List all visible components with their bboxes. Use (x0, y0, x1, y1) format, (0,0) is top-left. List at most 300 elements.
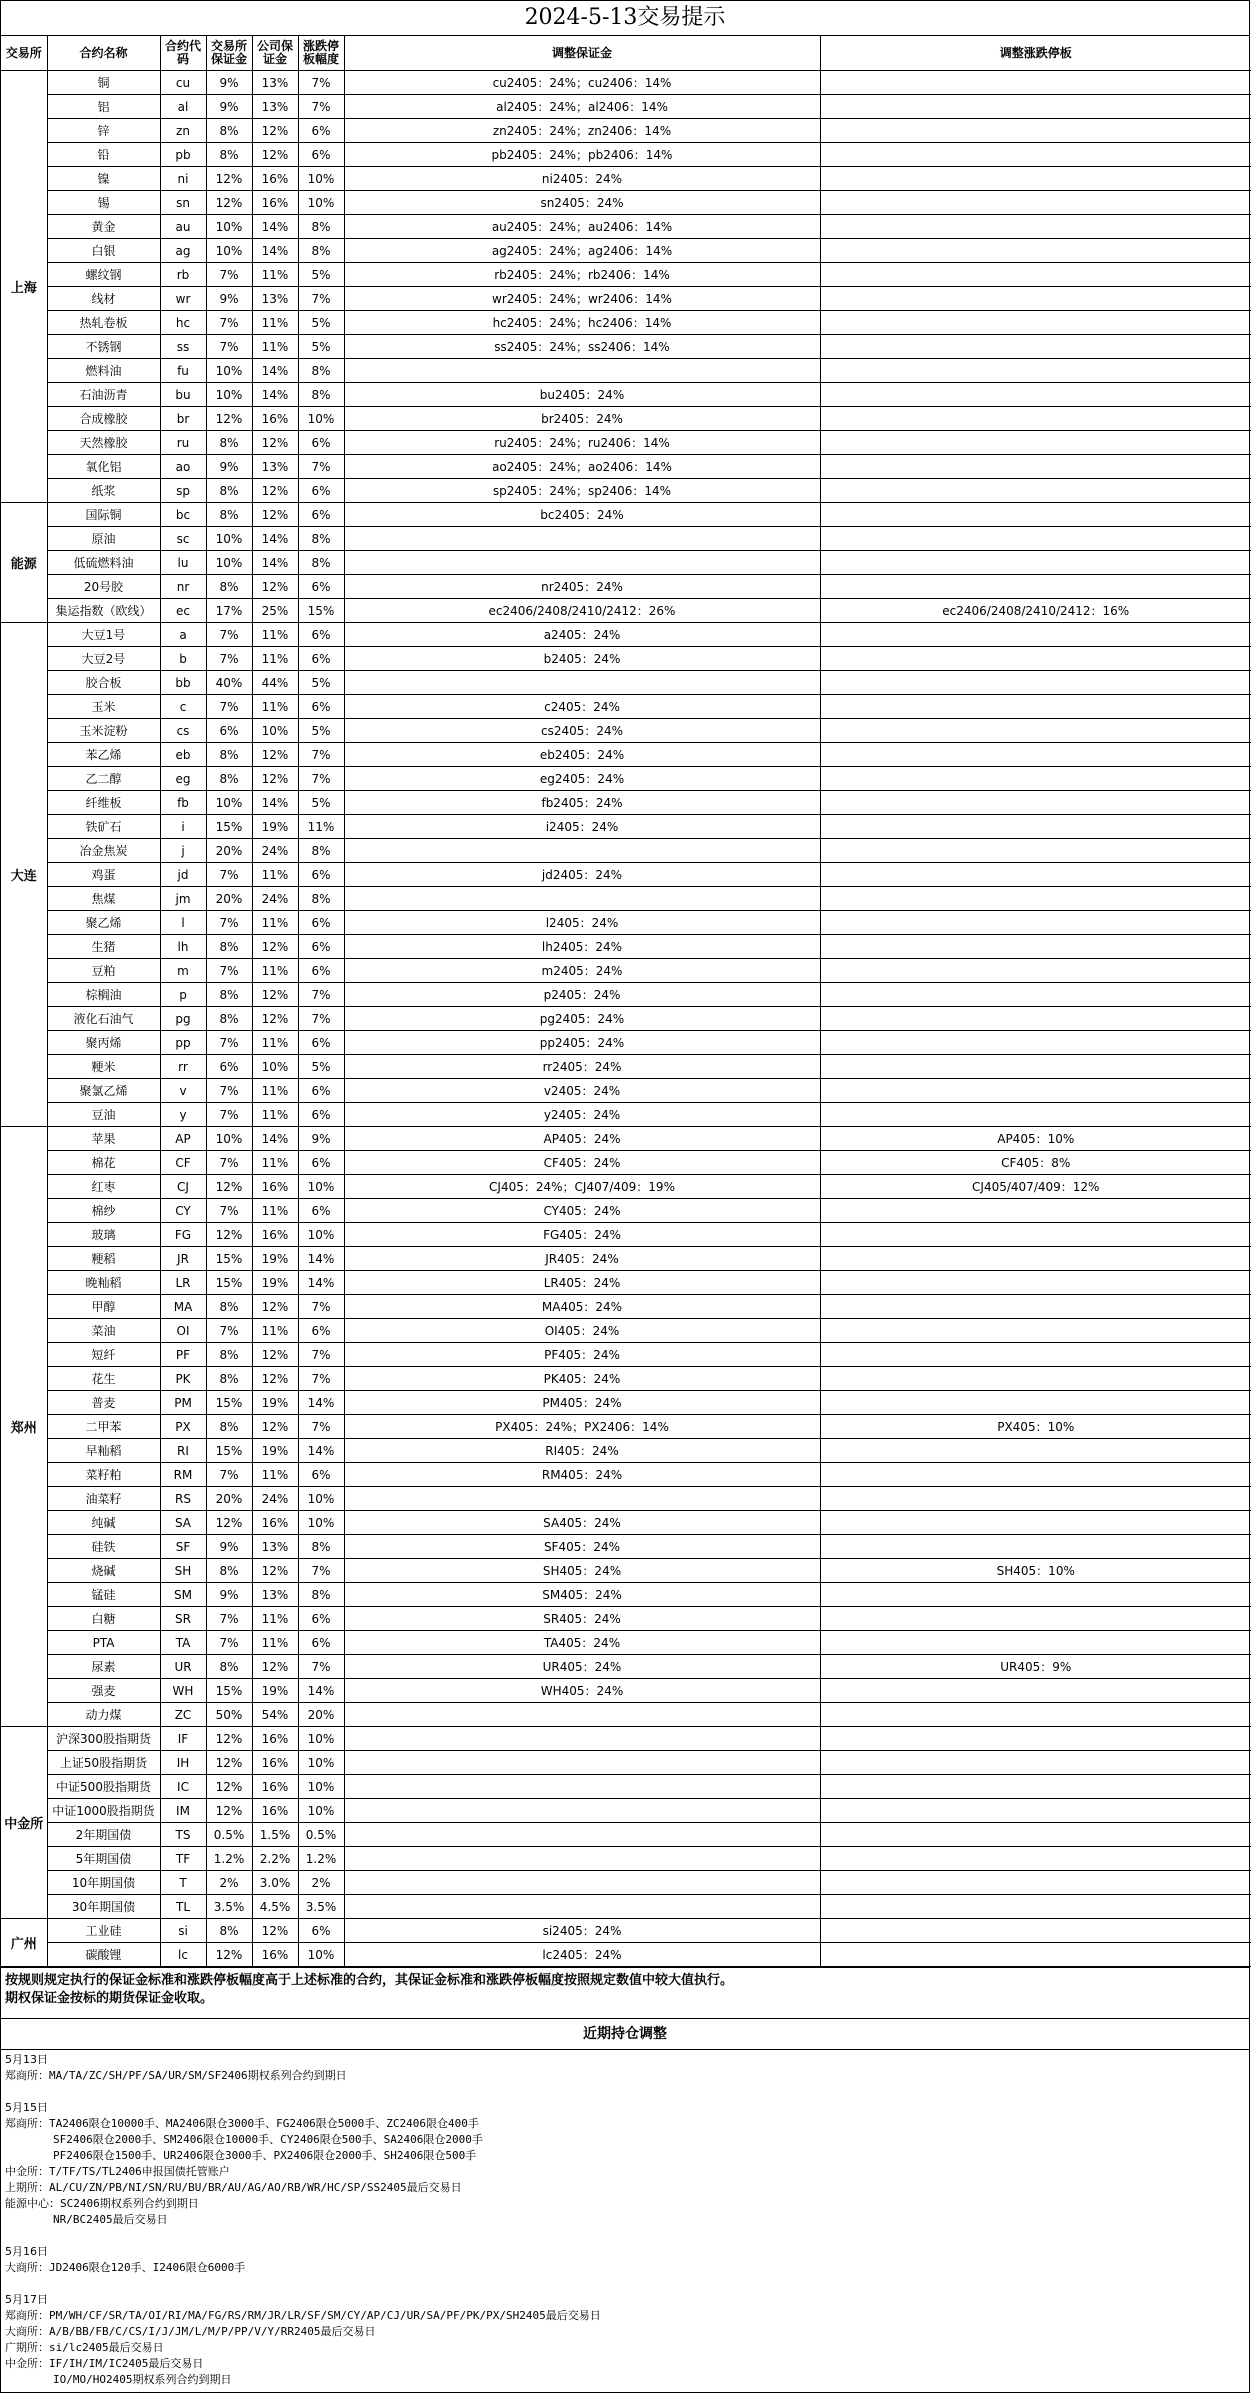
exchange-margin-cell: 8% (206, 119, 252, 143)
adjusted-limit-cell (820, 839, 1251, 863)
adjusted-limit-cell (820, 1223, 1251, 1247)
limit-range-cell: 10% (298, 1223, 344, 1247)
contract-name-cell: 铁矿石 (47, 815, 160, 839)
contract-name-cell: 玉米淀粉 (47, 719, 160, 743)
limit-range-cell: 14% (298, 1271, 344, 1295)
adjusted-margin-cell: cu2405：24%；cu2406：14% (344, 71, 820, 95)
limit-range-cell: 7% (298, 1559, 344, 1583)
adjusted-limit-cell (820, 359, 1251, 383)
adjusted-margin-cell: MA405：24% (344, 1295, 820, 1319)
adjusted-limit-cell (820, 959, 1251, 983)
table-row (1, 671, 1251, 695)
table-row (1, 527, 1251, 551)
table-row (1, 407, 1251, 431)
exchange-margin-cell: 7% (206, 263, 252, 287)
table-row (1, 1823, 1251, 1847)
exchange-margin-cell: 12% (206, 167, 252, 191)
limit-range-cell: 7% (298, 1367, 344, 1391)
company-margin-cell: 16% (252, 1775, 298, 1799)
table-row (1, 983, 1251, 1007)
company-margin-cell: 14% (252, 383, 298, 407)
limit-range-cell: 6% (298, 1199, 344, 1223)
notes-section (1, 1967, 1249, 2018)
adjusted-limit-cell (820, 1031, 1251, 1055)
contract-code-cell: i (160, 815, 206, 839)
contract-code-cell: zn (160, 119, 206, 143)
exchange-margin-cell: 7% (206, 1607, 252, 1631)
contract-name-cell: 硅铁 (47, 1535, 160, 1559)
spacer (5, 2276, 1245, 2292)
recent-line: 能源中心：SC2406期权系列合约到期日 (5, 2197, 199, 2210)
exchange-margin-cell: 7% (206, 1031, 252, 1055)
contract-code-cell: rr (160, 1055, 206, 1079)
company-margin-cell: 24% (252, 839, 298, 863)
limit-range-cell: 10% (298, 1799, 344, 1823)
company-margin-cell: 13% (252, 1535, 298, 1559)
adjusted-limit-cell (820, 815, 1251, 839)
limit-range-cell: 6% (298, 1319, 344, 1343)
table-row (1, 287, 1251, 311)
limit-range-cell: 10% (298, 167, 344, 191)
exchange-margin-cell: 12% (206, 1943, 252, 1967)
recent-date: 5月16日 (5, 2245, 48, 2258)
adjusted-limit-cell (820, 407, 1251, 431)
company-margin-cell: 11% (252, 1031, 298, 1055)
contract-code-cell: MA (160, 1295, 206, 1319)
column-header: 合约代码 (160, 36, 206, 71)
limit-range-cell: 6% (298, 119, 344, 143)
recent-adjustments (1, 2050, 1249, 2392)
adjusted-margin-cell: jd2405：24% (344, 863, 820, 887)
adjusted-limit-cell (820, 791, 1251, 815)
adjusted-limit-cell (820, 1007, 1251, 1031)
company-margin-cell: 10% (252, 719, 298, 743)
table-row (1, 863, 1251, 887)
limit-range-cell: 6% (298, 1919, 344, 1943)
exchange-margin-cell: 7% (206, 911, 252, 935)
adjusted-limit-cell (820, 1943, 1251, 1967)
limit-range-cell: 6% (298, 647, 344, 671)
contract-name-cell: 普麦 (47, 1391, 160, 1415)
adjusted-limit-cell (820, 935, 1251, 959)
adjusted-limit-cell (820, 1679, 1251, 1703)
company-margin-cell: 11% (252, 695, 298, 719)
adjusted-limit-cell (820, 1295, 1251, 1319)
table-row (1, 1271, 1251, 1295)
limit-range-cell: 6% (298, 1031, 344, 1055)
company-margin-cell: 11% (252, 311, 298, 335)
company-margin-cell: 16% (252, 1751, 298, 1775)
exchange-cell: 广州 (1, 1919, 47, 1967)
company-margin-cell: 14% (252, 1127, 298, 1151)
adjusted-limit-cell (820, 119, 1251, 143)
limit-range-cell: 6% (298, 863, 344, 887)
contract-code-cell: AP (160, 1127, 206, 1151)
exchange-margin-cell: 20% (206, 1487, 252, 1511)
adjusted-margin-cell: ao2405：24%；ao2406：14% (344, 455, 820, 479)
contract-name-cell: 5年期国债 (47, 1847, 160, 1871)
adjusted-limit-cell: CJ405/407/409：12% (820, 1175, 1251, 1199)
company-margin-cell: 11% (252, 1151, 298, 1175)
company-margin-cell: 12% (252, 503, 298, 527)
contract-code-cell: TA (160, 1631, 206, 1655)
adjusted-limit-cell (820, 1775, 1251, 1799)
adjusted-margin-cell (344, 527, 820, 551)
table-row (1, 215, 1251, 239)
limit-range-cell: 7% (298, 1007, 344, 1031)
table-row (1, 1631, 1251, 1655)
contract-name-cell: 20号胶 (47, 575, 160, 599)
table-row (1, 263, 1251, 287)
note-line: 按规则规定执行的保证金标准和涨跌停板幅度高于上述标准的合约，其保证金标准和涨跌停板幅度按照规定数值中较大值执行。 (5, 1973, 734, 1988)
adjusted-margin-cell: CY405：24% (344, 1199, 820, 1223)
adjusted-margin-cell: fb2405：24% (344, 791, 820, 815)
exchange-margin-cell: 8% (206, 1007, 252, 1031)
adjusted-margin-cell (344, 551, 820, 575)
spacer (5, 2084, 1245, 2100)
adjusted-limit-cell (820, 71, 1251, 95)
contract-name-cell: 纯碱 (47, 1511, 160, 1535)
adjusted-limit-cell (820, 455, 1251, 479)
exchange-margin-cell: 6% (206, 719, 252, 743)
limit-range-cell: 20% (298, 1703, 344, 1727)
limit-range-cell: 5% (298, 263, 344, 287)
exchange-margin-cell: 12% (206, 1799, 252, 1823)
contract-name-cell: 不锈钢 (47, 335, 160, 359)
contract-name-cell: 天然橡胶 (47, 431, 160, 455)
limit-range-cell: 10% (298, 407, 344, 431)
contract-code-cell: SF (160, 1535, 206, 1559)
adjusted-limit-cell (820, 167, 1251, 191)
contract-name-cell: 石油沥青 (47, 383, 160, 407)
limit-range-cell: 6% (298, 503, 344, 527)
exchange-cell: 中金所 (1, 1727, 47, 1919)
adjusted-limit-cell: CF405：8% (820, 1151, 1251, 1175)
contract-code-cell: FG (160, 1223, 206, 1247)
limit-range-cell: 7% (298, 1415, 344, 1439)
table-row (1, 1607, 1251, 1631)
contract-code-cell: j (160, 839, 206, 863)
table-row (1, 1751, 1251, 1775)
exchange-margin-cell: 7% (206, 1319, 252, 1343)
contract-name-cell: 2年期国债 (47, 1823, 160, 1847)
adjusted-limit-cell (820, 1847, 1251, 1871)
adjusted-limit-cell (820, 911, 1251, 935)
adjusted-margin-cell (344, 1847, 820, 1871)
company-margin-cell: 16% (252, 1799, 298, 1823)
table-row (1, 1151, 1251, 1175)
contract-code-cell: l (160, 911, 206, 935)
adjusted-limit-cell (820, 1535, 1251, 1559)
limit-range-cell: 10% (298, 1727, 344, 1751)
limit-range-cell: 8% (298, 1583, 344, 1607)
table-row (1, 695, 1251, 719)
adjusted-limit-cell (820, 1895, 1251, 1919)
exchange-margin-cell: 8% (206, 1295, 252, 1319)
exchange-margin-cell: 15% (206, 1439, 252, 1463)
table-row (1, 383, 1251, 407)
contract-code-cell: lc (160, 1943, 206, 1967)
contract-name-cell: 白银 (47, 239, 160, 263)
company-margin-cell: 12% (252, 1295, 298, 1319)
table-row (1, 767, 1251, 791)
limit-range-cell: 7% (298, 1343, 344, 1367)
adjusted-limit-cell (820, 383, 1251, 407)
adjusted-limit-cell (820, 287, 1251, 311)
contract-name-cell: 二甲苯 (47, 1415, 160, 1439)
limit-range-cell: 10% (298, 1487, 344, 1511)
company-margin-cell: 16% (252, 1511, 298, 1535)
limit-range-cell: 8% (298, 839, 344, 863)
exchange-margin-cell: 7% (206, 1631, 252, 1655)
exchange-margin-cell: 15% (206, 1391, 252, 1415)
exchange-margin-cell: 7% (206, 1463, 252, 1487)
exchange-margin-cell: 7% (206, 1151, 252, 1175)
adjusted-limit-cell (820, 1703, 1251, 1727)
contract-name-cell: 集运指数（欧线） (47, 599, 160, 623)
contract-name-cell: 棉花 (47, 1151, 160, 1175)
adjusted-margin-cell: pg2405：24% (344, 1007, 820, 1031)
table-row (1, 1727, 1251, 1751)
exchange-margin-cell: 8% (206, 743, 252, 767)
contract-code-cell: m (160, 959, 206, 983)
limit-range-cell: 14% (298, 1439, 344, 1463)
contract-code-cell: sn (160, 191, 206, 215)
contract-code-cell: wr (160, 287, 206, 311)
column-header: 涨跌停板幅度 (298, 36, 344, 71)
exchange-margin-cell: 8% (206, 1343, 252, 1367)
adjusted-limit-cell (820, 623, 1251, 647)
adjusted-limit-cell (820, 239, 1251, 263)
exchange-margin-cell: 8% (206, 1919, 252, 1943)
column-header: 公司保证金 (252, 36, 298, 71)
table-row (1, 623, 1251, 647)
company-margin-cell: 14% (252, 527, 298, 551)
limit-range-cell: 5% (298, 791, 344, 815)
adjusted-margin-cell (344, 1799, 820, 1823)
contract-code-cell: JR (160, 1247, 206, 1271)
table-row (1, 1847, 1251, 1871)
company-margin-cell: 11% (252, 1199, 298, 1223)
table-row (1, 743, 1251, 767)
company-margin-cell: 11% (252, 959, 298, 983)
contract-name-cell: 花生 (47, 1367, 160, 1391)
adjusted-margin-cell: ec2406/2408/2410/2412：26% (344, 599, 820, 623)
company-margin-cell: 12% (252, 935, 298, 959)
contract-name-cell: 烧碱 (47, 1559, 160, 1583)
contract-name-cell: 冶金焦炭 (47, 839, 160, 863)
contract-name-cell: 粳米 (47, 1055, 160, 1079)
table-row (1, 239, 1251, 263)
company-margin-cell: 19% (252, 1679, 298, 1703)
contract-name-cell: 棉纱 (47, 1199, 160, 1223)
column-header: 调整涨跌停板 (820, 36, 1251, 71)
contract-code-cell: sc (160, 527, 206, 551)
adjusted-limit-cell (820, 1199, 1251, 1223)
recent-line: 中金所：IF/IH/IM/IC2405最后交易日 (5, 2357, 204, 2370)
adjusted-limit-cell (820, 311, 1251, 335)
adjusted-margin-cell: l2405：24% (344, 911, 820, 935)
table-row (1, 935, 1251, 959)
table-row (1, 1487, 1251, 1511)
limit-range-cell: 8% (298, 239, 344, 263)
limit-range-cell: 6% (298, 911, 344, 935)
company-margin-cell: 12% (252, 1343, 298, 1367)
contract-code-cell: SM (160, 1583, 206, 1607)
limit-range-cell: 10% (298, 1175, 344, 1199)
adjusted-limit-cell: ec2406/2408/2410/2412：16% (820, 599, 1251, 623)
company-margin-cell: 14% (252, 359, 298, 383)
table-row (1, 1031, 1251, 1055)
contract-name-cell: 纸浆 (47, 479, 160, 503)
contract-code-cell: PM (160, 1391, 206, 1415)
contract-code-cell: LR (160, 1271, 206, 1295)
contract-name-cell: 合成橡胶 (47, 407, 160, 431)
contract-code-cell: IC (160, 1775, 206, 1799)
limit-range-cell: 14% (298, 1679, 344, 1703)
adjusted-margin-cell: ss2405：24%；ss2406：14% (344, 335, 820, 359)
contract-name-cell: 氧化铝 (47, 455, 160, 479)
contract-name-cell: 甲醇 (47, 1295, 160, 1319)
adjusted-limit-cell (820, 575, 1251, 599)
company-margin-cell: 12% (252, 1655, 298, 1679)
table-row (1, 335, 1251, 359)
contract-name-cell: 黄金 (47, 215, 160, 239)
contract-code-cell: eg (160, 767, 206, 791)
adjusted-margin-cell: RM405：24% (344, 1463, 820, 1487)
limit-range-cell: 8% (298, 359, 344, 383)
table-row (1, 839, 1251, 863)
contract-name-cell: 油菜籽 (47, 1487, 160, 1511)
contract-code-cell: v (160, 1079, 206, 1103)
company-margin-cell: 19% (252, 815, 298, 839)
table-row (1, 719, 1251, 743)
contract-code-cell: PK (160, 1367, 206, 1391)
exchange-cell: 大连 (1, 623, 47, 1127)
company-margin-cell: 12% (252, 767, 298, 791)
adjusted-margin-cell: SH405：24% (344, 1559, 820, 1583)
limit-range-cell: 8% (298, 887, 344, 911)
adjusted-limit-cell (820, 1367, 1251, 1391)
exchange-margin-cell: 7% (206, 335, 252, 359)
adjusted-margin-cell (344, 1703, 820, 1727)
table-row (1, 1343, 1251, 1367)
page-title: 2024-5-13交易提示 (1, 1, 1249, 36)
adjusted-limit-cell (820, 1487, 1251, 1511)
adjusted-margin-cell: PK405：24% (344, 1367, 820, 1391)
company-margin-cell: 19% (252, 1391, 298, 1415)
exchange-margin-cell: 7% (206, 1079, 252, 1103)
contract-code-cell: pp (160, 1031, 206, 1055)
contract-code-cell: a (160, 623, 206, 647)
company-margin-cell: 13% (252, 455, 298, 479)
exchange-margin-cell: 2% (206, 1871, 252, 1895)
contract-code-cell: CY (160, 1199, 206, 1223)
company-margin-cell: 19% (252, 1271, 298, 1295)
adjusted-margin-cell: PM405：24% (344, 1391, 820, 1415)
limit-range-cell: 10% (298, 1751, 344, 1775)
contract-code-cell: IM (160, 1799, 206, 1823)
exchange-margin-cell: 17% (206, 599, 252, 623)
table-row (1, 1247, 1251, 1271)
limit-range-cell: 6% (298, 1103, 344, 1127)
contract-name-cell: 液化石油气 (47, 1007, 160, 1031)
exchange-margin-cell: 9% (206, 71, 252, 95)
adjusted-margin-cell: pp2405：24% (344, 1031, 820, 1055)
contract-name-cell: 纤维板 (47, 791, 160, 815)
contract-code-cell: cu (160, 71, 206, 95)
adjusted-margin-cell (344, 887, 820, 911)
adjusted-limit-cell: UR405：9% (820, 1655, 1251, 1679)
contract-name-cell: 锡 (47, 191, 160, 215)
contract-code-cell: rb (160, 263, 206, 287)
limit-range-cell: 6% (298, 1463, 344, 1487)
contract-code-cell: pg (160, 1007, 206, 1031)
adjusted-margin-cell (344, 1895, 820, 1919)
adjusted-margin-cell: CF405：24% (344, 1151, 820, 1175)
contract-name-cell: 聚氯乙烯 (47, 1079, 160, 1103)
contract-name-cell: 国际铜 (47, 503, 160, 527)
recent-line: SF2406限仓2000手、SM2406限仓10000手、CY2406限仓500手、SA2406限仓2000手 (53, 2133, 483, 2146)
adjusted-limit-cell (820, 1823, 1251, 1847)
table-row (1, 1463, 1251, 1487)
recent-date: 5月13日 (5, 2053, 48, 2066)
exchange-margin-cell: 7% (206, 311, 252, 335)
company-margin-cell: 12% (252, 479, 298, 503)
contract-name-cell: 胶合板 (47, 671, 160, 695)
limit-range-cell: 10% (298, 191, 344, 215)
contract-name-cell: 尿素 (47, 1655, 160, 1679)
exchange-margin-cell: 15% (206, 1271, 252, 1295)
table-row (1, 647, 1251, 671)
contract-name-cell: 锌 (47, 119, 160, 143)
table-row (1, 1415, 1251, 1439)
contract-code-cell: au (160, 215, 206, 239)
adjusted-margin-cell: nr2405：24% (344, 575, 820, 599)
table-row (1, 1679, 1251, 1703)
adjusted-margin-cell: b2405：24% (344, 647, 820, 671)
limit-range-cell: 5% (298, 335, 344, 359)
column-header: 交易所 (1, 36, 47, 71)
adjusted-margin-cell (344, 839, 820, 863)
contract-name-cell: 聚乙烯 (47, 911, 160, 935)
table-row (1, 1919, 1251, 1943)
exchange-margin-cell: 12% (206, 1751, 252, 1775)
contract-code-cell: ec (160, 599, 206, 623)
contract-name-cell: 焦煤 (47, 887, 160, 911)
exchange-margin-cell: 7% (206, 1103, 252, 1127)
adjusted-limit-cell (820, 1247, 1251, 1271)
exchange-margin-cell: 8% (206, 503, 252, 527)
adjusted-margin-cell: SF405：24% (344, 1535, 820, 1559)
adjusted-limit-cell (820, 1727, 1251, 1751)
table-row (1, 1583, 1251, 1607)
exchange-margin-cell: 15% (206, 1247, 252, 1271)
contract-name-cell: 低硫燃料油 (47, 551, 160, 575)
adjusted-margin-cell: JR405：24% (344, 1247, 820, 1271)
exchange-margin-cell: 8% (206, 1367, 252, 1391)
table-row (1, 1439, 1251, 1463)
company-margin-cell: 54% (252, 1703, 298, 1727)
contract-name-cell: 生猪 (47, 935, 160, 959)
adjusted-limit-cell (820, 1511, 1251, 1535)
limit-range-cell: 7% (298, 1295, 344, 1319)
adjusted-limit-cell (820, 719, 1251, 743)
exchange-margin-cell: 12% (206, 1175, 252, 1199)
contract-code-cell: CF (160, 1151, 206, 1175)
contract-code-cell: RM (160, 1463, 206, 1487)
contract-code-cell: SH (160, 1559, 206, 1583)
